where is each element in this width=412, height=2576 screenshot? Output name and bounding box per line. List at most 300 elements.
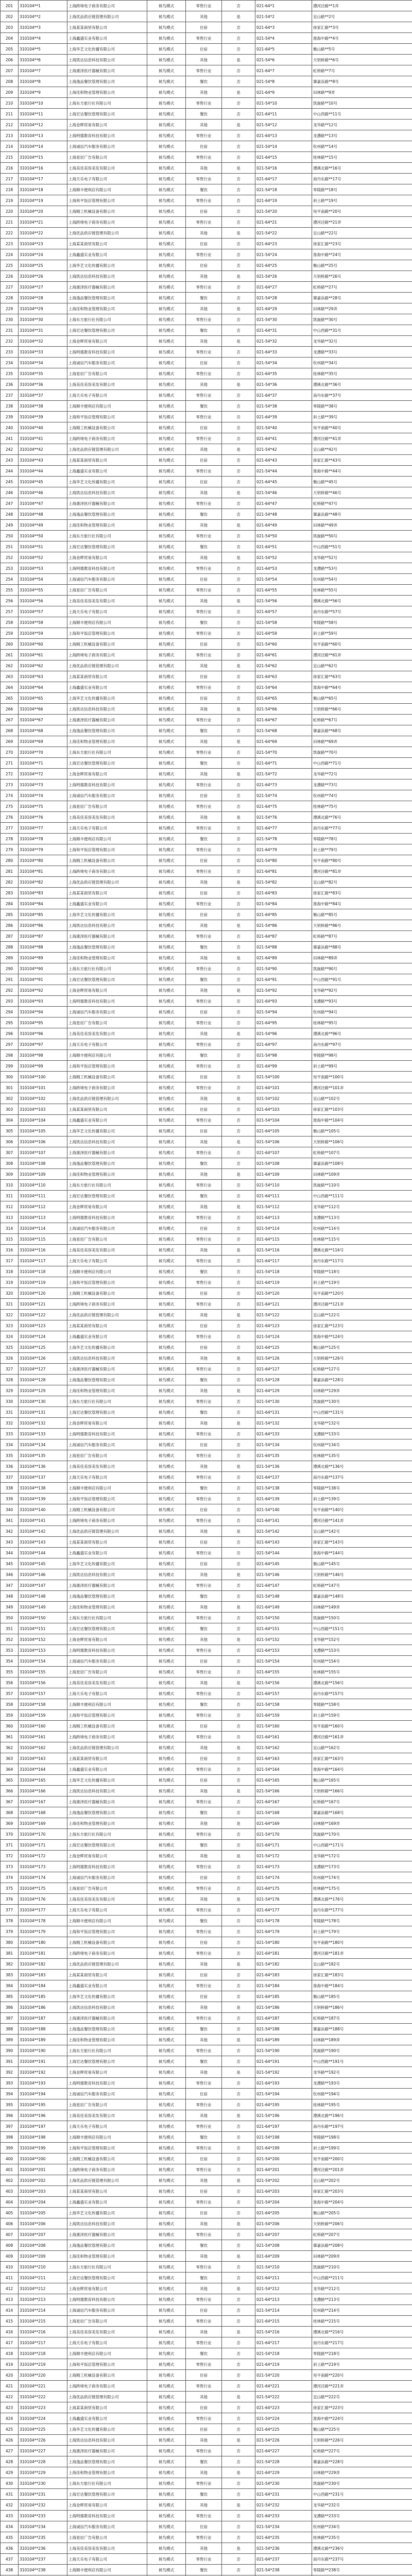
company-name-cell: 上海康泽医疗器械有限公司 (67, 2229, 147, 2240)
address-cell: 徐家汇路**183号 (312, 1970, 412, 1980)
company-name-cell: 上海逸品餐饮管理有限公司 (67, 725, 147, 736)
industry-cell: 住宿 (186, 1504, 222, 1515)
industry-cell: 零售行业 (186, 2013, 222, 2024)
table-row (1, 747, 412, 758)
table-row (1, 974, 412, 985)
row-index-cell: 363 (1, 1753, 19, 1764)
table-row (1, 228, 412, 239)
phone-cell: 021-64*31 (255, 325, 312, 336)
company-name-cell: 上海华艺文化传播有限公司 (67, 260, 147, 271)
industry-cell: 零售行业 (186, 1299, 222, 1310)
pilot-mode-cell: 候鸟模式 (147, 2511, 186, 2521)
company-name-cell: 上海顺丰便利店有限公司 (67, 184, 147, 195)
company-name-cell: 上海佳和物业管理有限公司 (67, 1602, 147, 1613)
accepted-flag-cell: 否 (222, 574, 255, 585)
accepted-flag-cell: 否 (222, 2489, 255, 2500)
phone-cell: 021-64*43 (255, 455, 312, 466)
phone-cell: 021-64*129 (255, 1385, 312, 1396)
table-row (1, 2002, 412, 2013)
row-index-cell: 365 (1, 1775, 19, 1786)
address-cell: 桂林路**155号 (312, 1667, 412, 1677)
table-row (1, 1364, 412, 1375)
phone-cell: 021-54*176 (255, 1894, 312, 1905)
industry-cell: 其他 (186, 812, 222, 823)
accepted-flag-cell: 否 (222, 2099, 255, 2110)
row-index-cell: 332 (1, 1418, 19, 1429)
phone-cell: 021-54*24 (255, 249, 312, 260)
table-row (1, 1418, 412, 1429)
address-cell: 宜山路**182号 (312, 1959, 412, 1970)
accepted-flag-cell: 否 (222, 1807, 255, 1818)
license-code-cell: 310104**34 (19, 358, 67, 368)
row-index-cell: 271 (1, 758, 19, 769)
row-index-cell: 287 (1, 931, 19, 942)
row-index-cell: 251 (1, 541, 19, 552)
company-name-cell: 上海鑫盛实业有限公司 (67, 1980, 147, 1991)
industry-cell: 餐饮 (186, 834, 222, 844)
row-index-cell: 291 (1, 974, 19, 985)
industry-cell: 住宿 (186, 1753, 222, 1764)
row-index-cell: 253 (1, 563, 19, 574)
table-row (1, 2478, 412, 2489)
row-index-cell: 361 (1, 1732, 19, 1742)
industry-cell: 其他 (186, 2283, 222, 2294)
company-name-cell: 上海鑫盛实业有限公司 (67, 466, 147, 477)
industry-cell: 零售行业 (186, 2359, 222, 2370)
license-code-cell: 310104**124 (19, 1331, 67, 1342)
pilot-mode-cell: 候鸟模式 (147, 1201, 186, 1212)
phone-cell: 021-64*173 (255, 1861, 312, 1872)
phone-cell: 021-54*2 (255, 11, 312, 22)
company-name-cell: 上海康泽医疗器械有限公司 (67, 2013, 147, 2024)
table-row (1, 2229, 412, 2240)
license-code-cell: 310104**52 (19, 552, 67, 563)
address-cell: 钦州路**234号 (312, 2521, 412, 2532)
industry-cell: 住宿 (186, 260, 222, 271)
table-row (1, 866, 412, 877)
accepted-flag-cell: 否 (222, 477, 255, 487)
company-name-cell: 上海东方旅行社有限公司 (67, 531, 147, 541)
row-index-cell: 338 (1, 1483, 19, 1494)
row-index-cell: 340 (1, 1504, 19, 1515)
phone-cell: 021-54*158 (255, 1699, 312, 1710)
row-index-cell: 342 (1, 1526, 19, 1537)
row-index-cell: 394 (1, 2089, 19, 2099)
row-index-cell: 273 (1, 779, 19, 790)
accepted-flag-cell: 否 (222, 1450, 255, 1461)
address-cell: 衡山路**145号 (312, 1558, 412, 1569)
industry-cell: 其他 (186, 1353, 222, 1364)
industry-cell: 零售行业 (186, 152, 222, 163)
industry-cell: 住宿 (186, 1656, 222, 1667)
company-name-cell: 上海优品供应链管理有限公司 (67, 11, 147, 22)
pilot-mode-cell: 候鸟模式 (147, 1656, 186, 1667)
table-row (1, 87, 412, 98)
pilot-mode-cell: 候鸟模式 (147, 293, 186, 303)
company-name-cell: 上海华艺文化传播有限公司 (67, 693, 147, 704)
table-row (1, 509, 412, 520)
pilot-mode-cell: 候鸟模式 (147, 2478, 186, 2489)
pilot-mode-cell: 候鸟模式 (147, 920, 186, 931)
license-code-cell: 310104**48 (19, 509, 67, 520)
company-name-cell: 上海跨境电子商务有限公司 (67, 1, 147, 11)
phone-cell: 021-64*237 (255, 2554, 312, 2565)
address-cell: 桂林路**235号 (312, 2532, 412, 2543)
phone-cell: 021-54*210 (255, 2262, 312, 2273)
pilot-mode-cell: 候鸟模式 (147, 779, 186, 790)
accepted-flag-cell: 是 (222, 920, 255, 931)
phone-cell: 021-54*88 (255, 942, 312, 953)
address-cell: 中山西路**211号 (312, 2273, 412, 2283)
license-code-cell: 310104**162 (19, 1742, 67, 1753)
accepted-flag-cell: 是 (222, 2035, 255, 2045)
phone-cell: 021-54*44 (255, 466, 312, 477)
pilot-mode-cell: 候鸟模式 (147, 11, 186, 22)
row-index-cell: 378 (1, 1916, 19, 1926)
table-row (1, 1342, 412, 1353)
table-row (1, 1721, 412, 1732)
row-index-cell: 355 (1, 1667, 19, 1677)
industry-cell: 住宿 (186, 671, 222, 682)
accepted-flag-cell: 是 (222, 2392, 255, 2402)
address-cell: 中山西路**51号 (312, 541, 412, 552)
license-code-cell: 310104**135 (19, 1450, 67, 1461)
table-row (1, 1937, 412, 1948)
company-name-cell: 上海明德教育科技有限公司 (67, 1861, 147, 1872)
pilot-mode-cell: 候鸟模式 (147, 812, 186, 823)
address-cell: 南丹东路**77号 (312, 823, 412, 834)
pilot-mode-cell: 候鸟模式 (147, 1093, 186, 1104)
company-name-cell: 上海东方旅行社有限公司 (67, 1180, 147, 1191)
industry-cell: 零售行业 (186, 585, 222, 596)
license-code-cell: 310104**119 (19, 1277, 67, 1288)
pilot-mode-cell: 候鸟模式 (147, 2554, 186, 2565)
company-name-cell: 上海康泽医疗器械有限公司 (67, 1797, 147, 1807)
pilot-mode-cell: 候鸟模式 (147, 2208, 186, 2218)
table-row (1, 2045, 412, 2056)
table-row (1, 44, 412, 55)
pilot-mode-cell: 候鸟模式 (147, 899, 186, 909)
license-code-cell: 310104**169 (19, 1818, 67, 1829)
table-row (1, 2154, 412, 2164)
accepted-flag-cell: 否 (222, 2532, 255, 2543)
table-row (1, 282, 412, 293)
accepted-flag-cell: 是 (222, 660, 255, 671)
phone-cell: 021-54*142 (255, 1526, 312, 1537)
industry-cell: 其他 (186, 2110, 222, 2121)
table-row (1, 1353, 412, 1364)
row-index-cell: 330 (1, 1396, 19, 1407)
phone-cell: 021-64*99 (255, 1061, 312, 1072)
company-name-cell: 上海和平饭店管理有限公司 (67, 1061, 147, 1072)
pilot-mode-cell: 候鸟模式 (147, 2013, 186, 2024)
accepted-flag-cell: 是 (222, 271, 255, 282)
license-code-cell: 310104**28 (19, 293, 67, 303)
pilot-mode-cell: 候鸟模式 (147, 1320, 186, 1331)
table-row (1, 2164, 412, 2175)
table-row (1, 2056, 412, 2067)
address-cell: 虹桥路**127号 (312, 1364, 412, 1375)
address-cell: 龙华路**132号 (312, 1418, 412, 1429)
industry-cell: 住宿 (186, 1007, 222, 1018)
accepted-flag-cell: 否 (222, 1872, 255, 1883)
pilot-mode-cell: 候鸟模式 (147, 660, 186, 671)
license-code-cell: 310104**148 (19, 1591, 67, 1602)
address-cell: 漕溪北路**76号 (312, 812, 412, 823)
table-row (1, 2359, 412, 2370)
phone-cell: 021-54*212 (255, 2283, 312, 2294)
license-code-cell: 310104**77 (19, 823, 67, 834)
industry-cell: 其他 (186, 2435, 222, 2446)
company-name-cell: 上海宏达餐饮管理有限公司 (67, 1840, 147, 1851)
license-code-cell: 310104**174 (19, 1872, 67, 1883)
phone-cell: 021-64*15 (255, 152, 312, 163)
accepted-flag-cell: 否 (222, 1320, 255, 1331)
company-name-cell: 上海凯达信息科技有限公司 (67, 2218, 147, 2229)
industry-cell: 餐饮 (186, 184, 222, 195)
row-index-cell: 396 (1, 2110, 19, 2121)
address-cell: 南丹东路**37号 (312, 390, 412, 401)
industry-cell: 住宿 (186, 790, 222, 801)
table-row (1, 498, 412, 509)
company-name-cell: 上海跨境电子商务有限公司 (67, 433, 147, 444)
company-name-cell: 上海华艺文化传播有限公司 (67, 1558, 147, 1569)
industry-cell: 其他 (186, 228, 222, 239)
address-cell: 中山西路**131号 (312, 1407, 412, 1418)
address-cell: 宛平南路**220号 (312, 2370, 412, 2381)
phone-cell: 021-64*11 (255, 109, 312, 120)
accepted-flag-cell: 否 (222, 2348, 255, 2359)
pilot-mode-cell: 候鸟模式 (147, 217, 186, 228)
industry-cell: 零售行业 (186, 217, 222, 228)
table-row (1, 2489, 412, 2500)
license-code-cell: 310104**92 (19, 985, 67, 996)
accepted-flag-cell: 是 (222, 2218, 255, 2229)
industry-cell: 零售行业 (186, 563, 222, 574)
industry-cell: 餐饮 (186, 1916, 222, 1926)
company-name-cell: 上海星辰广告有限公司 (67, 1234, 147, 1245)
table-row (1, 1061, 412, 1072)
company-name-cell: 上海逸品餐饮管理有限公司 (67, 1807, 147, 1818)
license-code-cell: 310104**82 (19, 877, 67, 888)
company-name-cell: 上海宏达餐饮管理有限公司 (67, 2273, 147, 2283)
table-row (1, 477, 412, 487)
industry-cell: 餐饮 (186, 1483, 222, 1494)
phone-cell: 021-64*87 (255, 931, 312, 942)
accepted-flag-cell: 否 (222, 390, 255, 401)
pilot-mode-cell: 候鸟模式 (147, 844, 186, 855)
accepted-flag-cell: 是 (222, 520, 255, 531)
phone-cell: 021-54*108 (255, 1158, 312, 1169)
company-name-cell: 上海优品供应链管理有限公司 (67, 660, 147, 671)
phone-cell: 021-64*103 (255, 1104, 312, 1115)
phone-cell: 021-54*26 (255, 271, 312, 282)
table-row (1, 2218, 412, 2229)
phone-cell: 021-54*230 (255, 2478, 312, 2489)
pilot-mode-cell: 候鸟模式 (147, 1331, 186, 1342)
industry-cell: 住宿 (186, 22, 222, 33)
industry-cell: 住宿 (186, 1320, 222, 1331)
address-cell: 田林路**89弄 (312, 953, 412, 963)
address-cell: 衡山路**225号 (312, 2424, 412, 2435)
row-index-cell: 402 (1, 2175, 19, 2186)
table-row (1, 920, 412, 931)
accepted-flag-cell: 否 (222, 2424, 255, 2435)
row-index-cell: 295 (1, 1018, 19, 1028)
license-code-cell: 310104**133 (19, 1429, 67, 1439)
license-code-cell: 310104**40 (19, 422, 67, 433)
phone-cell: 021-64*69 (255, 736, 312, 747)
pilot-mode-cell: 候鸟模式 (147, 390, 186, 401)
row-index-cell: 437 (1, 2554, 19, 2565)
accepted-flag-cell: 否 (222, 671, 255, 682)
pilot-mode-cell: 候鸟模式 (147, 2565, 186, 2575)
accepted-flag-cell: 否 (222, 693, 255, 704)
table-row (1, 1829, 412, 1840)
phone-cell: 021-64*115 (255, 1234, 312, 1245)
row-index-cell: 379 (1, 1926, 19, 1937)
row-index-cell: 416 (1, 2327, 19, 2337)
row-index-cell: 239 (1, 412, 19, 422)
address-cell: 南丹东路**117号 (312, 1256, 412, 1266)
phone-cell: 021-64*53 (255, 563, 312, 574)
company-name-cell: 上海金辉贸易有限公司 (67, 120, 147, 130)
license-code-cell: 310104**131 (19, 1407, 67, 1418)
phone-cell: 021-64*93 (255, 996, 312, 1007)
address-cell: 龙华路**232号 (312, 2500, 412, 2511)
company-name-cell: 上海凯达信息科技有限公司 (67, 1786, 147, 1797)
license-code-cell: 310104**227 (19, 2446, 67, 2456)
row-index-cell: 240 (1, 422, 19, 433)
license-code-cell: 310104**132 (19, 1418, 67, 1429)
phone-cell: 021-54*180 (255, 1937, 312, 1948)
industry-cell: 零售行业 (186, 1905, 222, 1916)
accepted-flag-cell: 否 (222, 606, 255, 617)
license-code-cell: 310104**226 (19, 2435, 67, 2446)
table-row (1, 1742, 412, 1753)
industry-cell: 零售行业 (186, 2045, 222, 2056)
accepted-flag-cell: 否 (222, 1970, 255, 1980)
accepted-flag-cell: 否 (222, 206, 255, 217)
phone-cell: 021-64*117 (255, 1256, 312, 1266)
address-cell: 衡山路**205号 (312, 2208, 412, 2218)
phone-cell: 021-64*161 (255, 1732, 312, 1742)
industry-cell: 零售行业 (186, 249, 222, 260)
row-index-cell: 257 (1, 606, 19, 617)
accepted-flag-cell: 否 (222, 1364, 255, 1375)
company-name-cell: 上海鑫盛实业有限公司 (67, 33, 147, 44)
row-index-cell: 312 (1, 1201, 19, 1212)
license-code-cell: 310104**182 (19, 1959, 67, 1970)
phone-cell: 021-54*114 (255, 1223, 312, 1234)
row-index-cell: 427 (1, 2446, 19, 2456)
company-name-cell: 上海鑫盛实业有限公司 (67, 1764, 147, 1775)
accepted-flag-cell: 否 (222, 866, 255, 877)
pilot-mode-cell: 候鸟模式 (147, 109, 186, 120)
company-name-cell: 上海某某商贸有限公司 (67, 1970, 147, 1980)
address-cell: 漕河泾路**201弄 (312, 2164, 412, 2175)
license-code-cell: 310104**143 (19, 1537, 67, 1548)
industry-cell: 其他 (186, 1742, 222, 1753)
table-row (1, 1104, 412, 1115)
address-cell: 钦州路**54号 (312, 574, 412, 585)
company-name-cell: 上海诚信汽车服务有限公司 (67, 574, 147, 585)
accepted-flag-cell: 否 (222, 1775, 255, 1786)
row-index-cell: 205 (1, 44, 19, 55)
industry-cell: 餐饮 (186, 1407, 222, 1418)
address-cell: 漕河泾路**221弄 (312, 2381, 412, 2392)
table-row (1, 2175, 412, 2186)
accepted-flag-cell: 否 (222, 1429, 255, 1439)
address-cell: 徐家汇路**103号 (312, 1104, 412, 1115)
company-name-cell: 上海和平饭店管理有限公司 (67, 2359, 147, 2370)
accepted-flag-cell: 否 (222, 2554, 255, 2565)
license-code-cell: 310104**104 (19, 1115, 67, 1126)
table-row (1, 2186, 412, 2197)
license-code-cell: 310104**191 (19, 2056, 67, 2067)
industry-cell: 零售行业 (186, 412, 222, 422)
pilot-mode-cell: 候鸟模式 (147, 1212, 186, 1223)
license-code-cell: 310104**172 (19, 1851, 67, 1861)
table-row (1, 336, 412, 347)
row-index-cell: 250 (1, 531, 19, 541)
row-index-cell: 377 (1, 1905, 19, 1916)
phone-cell: 021-64*85 (255, 909, 312, 920)
pilot-mode-cell: 候鸟模式 (147, 336, 186, 347)
pilot-mode-cell: 候鸟模式 (147, 1028, 186, 1039)
row-index-cell: 357 (1, 1688, 19, 1699)
license-code-cell: 310104**95 (19, 1018, 67, 1028)
license-code-cell: 310104**58 (19, 617, 67, 628)
industry-cell: 住宿 (186, 2154, 222, 2164)
table-row (1, 260, 412, 271)
industry-cell: 住宿 (186, 2305, 222, 2316)
address-cell: 虹桥路**67号 (312, 715, 412, 725)
accepted-flag-cell: 是 (222, 953, 255, 963)
phone-cell: 021-64*191 (255, 2056, 312, 2067)
address-cell: 凯旋路**130号 (312, 1396, 412, 1407)
company-name-cell: 上海顺丰便利店有限公司 (67, 1050, 147, 1061)
phone-cell: 021-64*185 (255, 1991, 312, 2002)
row-index-cell: 229 (1, 303, 19, 314)
accepted-flag-cell: 否 (222, 44, 255, 55)
row-index-cell: 376 (1, 1894, 19, 1905)
table-row (1, 1537, 412, 1548)
phone-cell: 021-64*119 (255, 1277, 312, 1288)
company-name-cell: 上海诚信汽车服务有限公司 (67, 790, 147, 801)
accepted-flag-cell: 否 (222, 260, 255, 271)
pilot-mode-cell: 候鸟模式 (147, 1342, 186, 1353)
phone-cell: 021-54*104 (255, 1115, 312, 1126)
company-name-cell: 上海天乐电子有限公司 (67, 1256, 147, 1266)
table-row (1, 1797, 412, 1807)
accepted-flag-cell: 否 (222, 1667, 255, 1677)
license-code-cell: 310104**24 (19, 249, 67, 260)
table-row (1, 22, 412, 33)
table-row (1, 249, 412, 260)
table-row (1, 1504, 412, 1515)
industry-cell: 餐饮 (186, 2489, 222, 2500)
company-name-cell: 上海顺丰便利店有限公司 (67, 1699, 147, 1710)
address-cell: 宜山路**62号 (312, 660, 412, 671)
license-code-cell: 310104**138 (19, 1483, 67, 1494)
industry-cell: 零售行业 (186, 314, 222, 325)
accepted-flag-cell: 否 (222, 2143, 255, 2154)
license-code-cell: 310104**113 (19, 1212, 67, 1223)
pilot-mode-cell: 候鸟模式 (147, 541, 186, 552)
company-name-cell: 上海和平饭店管理有限公司 (67, 1710, 147, 1721)
industry-cell: 住宿 (186, 1126, 222, 1137)
